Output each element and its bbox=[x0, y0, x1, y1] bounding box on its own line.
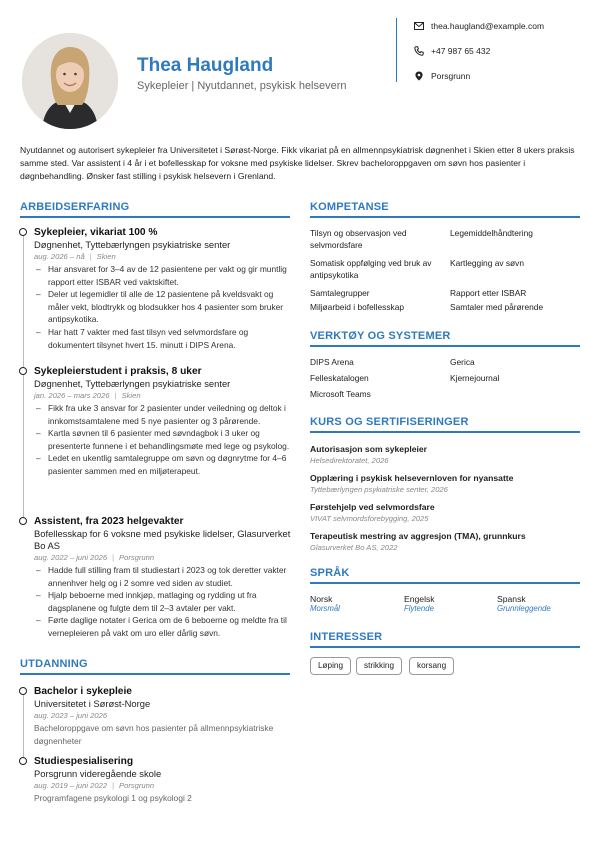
education-org: Porsgrunn videregående skole bbox=[34, 768, 162, 779]
education-date: aug. 2023 – juni 2026 bbox=[34, 711, 108, 720]
contact-location bbox=[414, 71, 470, 81]
section-title-languages: SPRÅK bbox=[310, 567, 350, 579]
section-title-interests: INTERESSER bbox=[310, 631, 383, 643]
tools-list-left bbox=[310, 356, 435, 400]
skill-item: Samtaler med pårørende bbox=[450, 302, 544, 312]
skills-list-left bbox=[310, 227, 435, 313]
education-note: Programfagene psykologi 1 og psykologi 2 bbox=[34, 793, 192, 803]
cert-org: Glasurverket Bo AS, 2022 bbox=[310, 543, 398, 552]
cert-org: VIVAT selvmordsforebygging, 2025 bbox=[310, 514, 429, 523]
timeline-dot bbox=[19, 367, 27, 375]
job-title: Assistent, fra 2023 helgevakter bbox=[34, 516, 184, 527]
contact-phone-text: +47 987 65 432 bbox=[431, 46, 491, 56]
candidate-subtitle: Sykepleier | Nyutdannet, psykisk helsevern bbox=[137, 80, 347, 92]
education-title: Studiespesialisering bbox=[34, 756, 134, 767]
section-title-skills: KOMPETANSE bbox=[310, 201, 389, 213]
job-date: jan. 2026 – mars 2026 bbox=[34, 391, 110, 400]
skill-item: Samtalegrupper bbox=[310, 288, 370, 298]
job-bullet: – Har ansvaret for 3–4 av de 12 pasientene per vakt og gir muntlig rapport etter ISBAR ved vaktskiftet. bbox=[34, 263, 292, 288]
contact-email-text: thea.haugland@example.com bbox=[431, 21, 545, 31]
header-divider bbox=[396, 18, 397, 82]
job-bullet: – Deler ut legemidler til alle de 12 pasientene på kveldsvakt og måler vekt, blodtrykk og blodsukker hos 4 pasienter som bruker antipsykotika. bbox=[34, 288, 292, 326]
profile-photo bbox=[22, 33, 118, 129]
job-place: Skien bbox=[96, 252, 116, 261]
education-title: Bachelor i sykepleie bbox=[34, 686, 132, 697]
interest-tag: Løping bbox=[310, 657, 351, 675]
section-title-tools: VERKTØY OG SYSTEMER bbox=[310, 330, 451, 342]
education-entry bbox=[34, 685, 292, 747]
section-title-education: UTDANNING bbox=[20, 658, 88, 670]
job-entry bbox=[34, 515, 292, 640]
language-level: Morsmål bbox=[310, 604, 340, 613]
job-date: aug. 2022 – juni 2026 bbox=[34, 553, 108, 562]
language-name: Norsk bbox=[310, 594, 333, 604]
skill-item: Somatisk oppfølging ved bruk av antipsykotika bbox=[310, 258, 432, 280]
cert-name: Førstehjelp ved selvmordsfare bbox=[310, 502, 435, 512]
job-title: Sykepleier, vikariat 100 % bbox=[34, 227, 158, 238]
job-bullet: – Kartla søvnen til 6 pasienter med søvndagbok i 3 uker og presenterte funnene i et behandlingsmøte med lege og psykolog. bbox=[34, 427, 292, 452]
timeline-dot bbox=[19, 517, 27, 525]
tool-item: Gerica bbox=[450, 357, 475, 367]
phone-icon bbox=[414, 46, 424, 56]
tools-list-right bbox=[450, 356, 580, 384]
language-item bbox=[497, 594, 551, 613]
job-entry bbox=[34, 226, 292, 351]
education-place: Porsgrunn bbox=[119, 781, 155, 790]
language-item bbox=[404, 594, 435, 613]
skill-item: Rapport etter ISBAR bbox=[450, 288, 527, 298]
section-title-certifications: KURS OG SERTIFISERINGER bbox=[310, 416, 469, 428]
contact-phone[interactable] bbox=[414, 46, 490, 56]
language-level: Flytende bbox=[404, 604, 434, 613]
cert-item bbox=[310, 530, 580, 553]
job-bullet: – Ledet en ukentlig samtalegruppe om søvn og døgnrytme for 4–6 pasienter sammen med en miljøterapeut. bbox=[34, 452, 292, 477]
cert-name: Terapeutisk mestring av aggresjon (TMA), grunnkurs bbox=[310, 531, 526, 541]
language-item bbox=[310, 594, 340, 613]
section-rule bbox=[310, 582, 580, 584]
skills-list-right bbox=[450, 227, 580, 313]
skill-item: Miljøarbeid i bofellesskap bbox=[310, 302, 405, 312]
cert-name: Opplæring i psykisk helsevernloven for nyansatte bbox=[310, 473, 514, 483]
envelope-icon bbox=[414, 21, 424, 31]
cert-name: Autorisasjon som sykepleier bbox=[310, 444, 428, 454]
job-meta: aug. 2022 – juni 2026 | Porsgrunn bbox=[34, 553, 155, 562]
job-org: Døgnenhet, Tyttebærlyngen psykiatriske senter bbox=[34, 378, 231, 389]
education-note: Bacheloroppgave om søvn hos pasienter på allmennpsykiatriske døgnenheter bbox=[34, 723, 274, 746]
skill-item: Kartlegging av søvn bbox=[450, 258, 525, 268]
section-rule bbox=[310, 345, 580, 347]
cert-item bbox=[310, 472, 580, 501]
job-meta: aug. 2026 – nå | Skien bbox=[34, 252, 116, 261]
job-date: aug. 2026 – nå bbox=[34, 252, 85, 261]
job-bullet: – Hjalp beboerne med innkjøp, matlaging og rydding ut fra dagsplanene og fulgte dem til 2–3 avtaler per vakt. bbox=[34, 589, 292, 614]
interest-tag: korsang bbox=[409, 657, 454, 675]
section-rule bbox=[310, 431, 580, 433]
job-org: Bofellesskap for 6 voksne med psykiske lidelser, Glasurverket Bo AS bbox=[34, 528, 291, 551]
map-pin-icon bbox=[414, 71, 424, 81]
timeline-dot bbox=[19, 757, 27, 765]
language-name: Spansk bbox=[497, 594, 526, 604]
tool-item: DIPS Arena bbox=[310, 357, 354, 367]
job-place: Porsgrunn bbox=[119, 553, 155, 562]
section-rule bbox=[20, 673, 290, 675]
profile-summary: Nyutdannet og autorisert sykepleier fra Universitetet i Sørøst-Norge. Fikk vikariat på en allmennpsykiatrisk døgnenhet i Skien etter 8 ukers praksis samme sted. Var assistent i 4 år i et bofellesskap for voksne med psykiske lidelser. Skrev bacheloroppgaven om søvn hos pasienter i døgnbehandling. Ønsker fast stilling i psykisk helsevern i Grenland. bbox=[20, 145, 575, 181]
certifications-list bbox=[310, 443, 580, 553]
contact-email[interactable] bbox=[414, 21, 544, 31]
education-entry bbox=[34, 755, 292, 805]
job-entry bbox=[34, 365, 292, 478]
timeline-dot bbox=[19, 228, 27, 236]
cert-org: Tyttebærlyngen psykiatriske senter, 2026 bbox=[310, 485, 448, 494]
skill-item: Tilsyn og observasjon ved selvmordsfare bbox=[310, 228, 407, 250]
candidate-name: Thea Haugland bbox=[137, 55, 274, 76]
timeline-line bbox=[23, 232, 24, 522]
job-org: Døgnenhet, Tyttebærlyngen psykiatriske senter bbox=[34, 239, 231, 250]
section-title-experience: ARBEIDSERFARING bbox=[20, 201, 130, 213]
job-place: Skien bbox=[121, 391, 141, 400]
education-date: aug. 2019 – juni 2022 bbox=[34, 781, 108, 790]
contact-location-text: Porsgrunn bbox=[431, 71, 471, 81]
tool-item: Felleskatalogen bbox=[310, 373, 369, 383]
section-rule bbox=[310, 646, 580, 648]
skill-item: Legemiddelhåndtering bbox=[450, 228, 533, 238]
section-rule bbox=[20, 216, 290, 218]
tool-item: Microsoft Teams bbox=[310, 389, 371, 399]
job-meta: jan. 2026 – mars 2026 | Skien bbox=[34, 391, 141, 400]
tool-item: Kjernejournal bbox=[450, 373, 500, 383]
timeline-dot bbox=[19, 687, 27, 695]
education-org: Universitetet i Sørøst-Norge bbox=[34, 698, 151, 709]
cert-item bbox=[310, 501, 580, 530]
language-level: Grunnleggende bbox=[497, 604, 551, 613]
education-meta: aug. 2019 – juni 2022 | Porsgrunn bbox=[34, 781, 155, 790]
job-bullet: – Fikk fra uke 3 ansvar for 2 pasienter under veiledning og deltok i innkomstsamtalene med 5 nye pasienter og 3 pårørende. bbox=[34, 402, 292, 427]
cert-org: Helsedirektoratet, 2026 bbox=[310, 456, 389, 465]
job-title: Sykepleierstudent i praksis, 8 uker bbox=[34, 366, 202, 377]
cert-item bbox=[310, 443, 580, 472]
job-bullet: – Førte daglige notater i Gerica om de 6 beboerne og meldte fra til vernepleieren på vakt om uro eller dårlig søvn. bbox=[34, 614, 292, 639]
timeline-line bbox=[23, 691, 24, 759]
job-bullet: – Hadde full stilling fram til studiestart i 2023 og tok deretter vakter annenhver helg og i 2 somre ved siden av studiet. bbox=[34, 564, 292, 589]
language-name: Engelsk bbox=[404, 594, 435, 604]
job-bullet: – Har hatt 7 vakter med fast tilsyn ved selvmordsfare og dokumentert tilsynet hvert 15. minutt i DIPS Arena. bbox=[34, 326, 292, 351]
section-rule bbox=[310, 216, 580, 218]
interest-tag: strikking bbox=[356, 657, 402, 675]
